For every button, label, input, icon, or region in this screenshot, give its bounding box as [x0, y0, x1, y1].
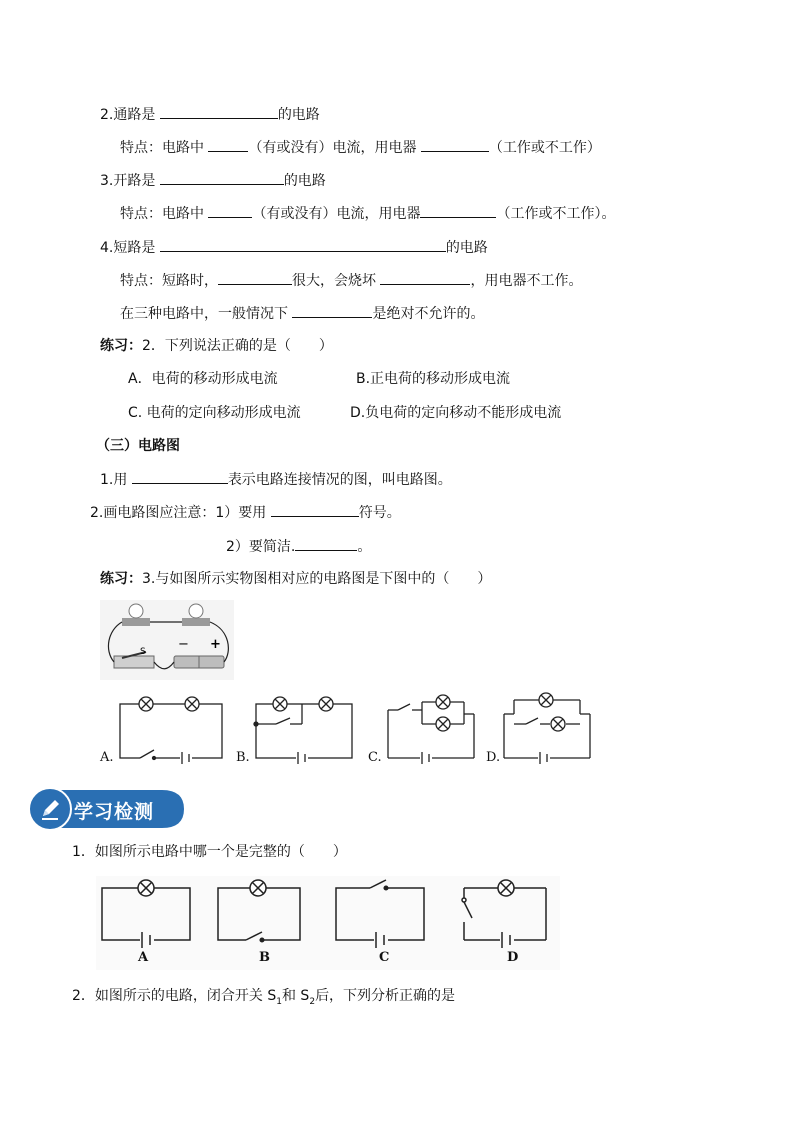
q3-suffix: 的电路 [283, 173, 326, 189]
section3-item2-sub [226, 536, 371, 557]
q4-blank [160, 237, 446, 252]
ex3-question-line [100, 569, 491, 589]
q4-blank-forbidden [292, 303, 372, 318]
q2-feature-a: 特点：电路中 [120, 140, 209, 156]
q2-blank-current [208, 137, 248, 152]
test-q2-a: 2．如图所示的电路，闭合开关 S [72, 988, 277, 1004]
test-q1-label-b: B [259, 950, 270, 965]
q4-prefix: 4.短路是 [100, 240, 160, 256]
ex3-circuit-d [504, 693, 590, 764]
ex3-option-a-label: A. [100, 750, 114, 765]
pencil-icon [36, 795, 64, 823]
q4-feature-line [120, 270, 582, 291]
q4-note-b: 是绝对不允许的。 [372, 306, 485, 322]
q4-blank-large [218, 270, 292, 285]
section3-item2-d: 。 [357, 539, 372, 555]
ex3-question: 3.与如图所示实物图相对应的电路图是下图中的（ ） [142, 571, 492, 587]
ex2-option-a: A．电荷的移动形成电流 [128, 371, 278, 387]
q4-feature-a: 特点：短路时， [120, 273, 218, 289]
q3-line [100, 170, 326, 191]
ex3-option-d-label: D. [486, 750, 501, 765]
q4-note-a: 在三种电路中，一般情况下 [120, 306, 293, 322]
q3-feature-c: （工作或不工作）。 [496, 206, 616, 222]
q2-prefix: 2.通路是 [100, 107, 160, 123]
q3-blank-current [208, 203, 252, 218]
q4-note-line [120, 303, 484, 324]
switch-base [114, 656, 154, 668]
test-q2 [72, 986, 455, 1012]
section3-item2-b: 符号。 [358, 505, 401, 521]
q4-line [100, 237, 488, 258]
test-q2-c: 后，下列分析正确的是 [315, 988, 456, 1004]
test-q2-b: 和 S [281, 988, 310, 1004]
q2-feature-b: （有或没有）电流，用电器 [248, 140, 421, 156]
ex3-option-b-label: B. [236, 750, 250, 765]
ex2-option-c: C. 电荷的定向移动形成电流 [128, 405, 301, 421]
q3-blank-work [420, 203, 496, 218]
ex3-circuit-b [254, 697, 352, 764]
q3-feature-b: （有或没有）电流，用电器 [252, 206, 421, 222]
section3-item1 [100, 469, 452, 490]
q3-prefix: 3.开路是 [100, 173, 160, 189]
test-q1-figure [96, 876, 560, 970]
section3-blank-symbol [132, 469, 228, 484]
test-q1-label-a: A [138, 950, 149, 965]
ex3-option-c-label: C. [368, 750, 382, 765]
section3-blank-standard [271, 502, 359, 517]
test-q1-label-c: C [379, 950, 390, 965]
section3-blank-concise [295, 536, 357, 551]
physical-circuit-figure [100, 600, 234, 680]
ex2-question: 2．下列说法正确的是（ ） [142, 338, 333, 354]
section3-item2-a: 2.画电路图应注意：1）要用 [90, 505, 271, 521]
q4-blank-burn [380, 270, 470, 285]
q2-suffix: 的电路 [277, 107, 320, 123]
ex3-options-figure [96, 690, 606, 770]
test-q2-sub1: 1 [276, 996, 282, 1007]
q2-feature-c: （工作或不工作） [488, 140, 601, 156]
study-check-badge [28, 786, 188, 832]
test-q1-label-d: D [507, 950, 519, 965]
q3-feature-line [120, 203, 615, 224]
test-q2-sub2: 2 [309, 996, 316, 1007]
bulb-1 [129, 604, 143, 618]
section3-item1-b: 表示电路连接情况的图，叫电路图。 [227, 472, 452, 488]
section3-title: （三）电路图 [96, 438, 180, 454]
ex2-question-line [100, 336, 333, 356]
q2-line [100, 104, 320, 125]
ex2-option-b: B.正电荷的移动形成电流 [356, 371, 511, 387]
ex3-circuit-c [388, 695, 474, 764]
q3-feature-a: 特点：电路中 [120, 206, 209, 222]
ex3-circuit-a [120, 697, 222, 764]
q3-blank [160, 170, 284, 185]
ex3-label: 练习： [100, 571, 142, 587]
q2-feature-line [120, 137, 601, 158]
section3-item2 [90, 502, 401, 523]
q2-blank [160, 104, 278, 119]
lamp-holder-1 [122, 618, 150, 626]
switch-mark: S [140, 647, 146, 657]
q4-feature-b: 很大，会烧坏 [292, 273, 381, 289]
section3-item2-c: 2）要简洁. [226, 539, 296, 555]
q4-feature-c: ，用电器不工作。 [470, 273, 583, 289]
ex2-label: 练习： [100, 338, 142, 354]
minus-mark: − [178, 637, 189, 652]
section3-item1-a: 1.用 [100, 472, 132, 488]
bulb-2 [189, 604, 203, 618]
badge-title: 学习检测 [74, 801, 155, 823]
plus-mark: + [210, 637, 221, 652]
q4-suffix: 的电路 [445, 240, 488, 256]
ex2-option-d: D.负电荷的定向移动不能形成电流 [350, 405, 562, 421]
lamp-holder-2 [182, 618, 210, 626]
test-q1: 1．如图所示电路中哪一个是完整的（ ） [72, 844, 347, 860]
q2-blank-work [421, 137, 489, 152]
